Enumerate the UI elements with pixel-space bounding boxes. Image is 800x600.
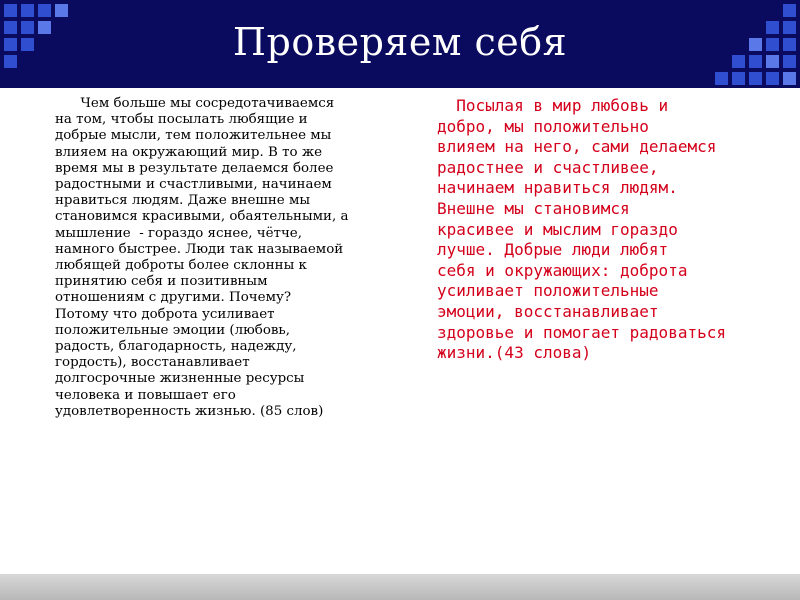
slide-title: Проверяем себя — [232, 20, 568, 64]
slide-footer-bar — [0, 574, 800, 600]
right-text-block: Посылая в мир любовь и добро, мы положительно влияем на него, сами делаемся радостнее и счастливее, начинаем нравиться людям. Внешне мы становимся красивее и мыслим гораздо лучше. Добрые люди любят себя и окружающих: доброта усиливает положительные эмоции, восстанавливает здоровье и помогает радоваться жизни.(43 слова) — [437, 96, 726, 363]
left-text-block: Чем больше мы сосредотачиваемся на том, чтобы посылать любящие и добрые мысли, тем положительнее мы влияем на окружающий мир. В то же время мы в результате делаемся более радостными и счастливыми, начинаем нравиться людям. Даже внешне мы становимся красивыми, обаятельными, а мышление - гораздо яснее, чётче, намного быстрее. Люди так называемой любящей доброты более склонны к принятию себя и позитивным отношениям с другими. Почему? Потому что доброта усиливает положительные эмоции (любовь, радость, благодарность, надежду, гордость), восстанавливает долгосрочные жизненные ресурсы человека и повышает его удовлетворенность жизнью. (85 слов) — [55, 96, 349, 419]
slide-header — [0, 0, 800, 88]
